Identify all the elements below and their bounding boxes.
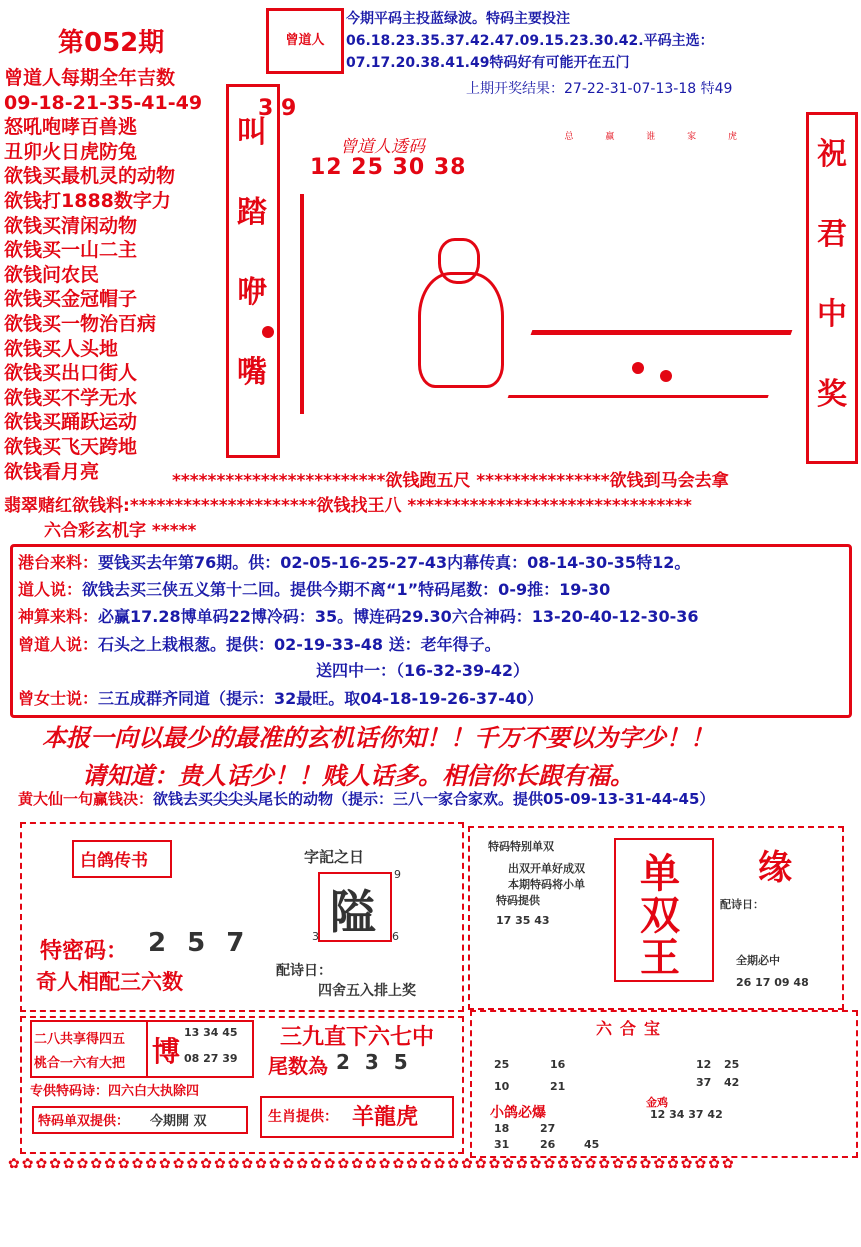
special-poem: 奇人相配三六数 xyxy=(36,970,183,994)
info-line xyxy=(18,577,610,600)
last-result: 上期开奖结果：27-22-31-07-13-18 特49 xyxy=(466,81,733,97)
big-char: 单 xyxy=(640,851,680,897)
d-num: 25 xyxy=(724,1058,740,1071)
banner-label: 翡翠赌红欲钱料: xyxy=(4,496,130,516)
star-fill: *************** xyxy=(470,471,610,491)
footer-stars: ✿✿✿✿✿✿✿✿✿✿✿✿✿✿✿✿✿✿✿✿✿✿✿✿✿✿✿✿✿✿✿✿✿✿✿✿✿✿✿✿✿✿✿✿✿✿✿✿✿✿✿✿✿ xyxy=(8,1156,736,1172)
slogan-line-1: 本报一向以最少的最准的玄机话你知！！千万不要以为字少！！ xyxy=(42,724,714,752)
riddle-line: 欲钱买清闲动物 xyxy=(4,214,138,237)
picture-title: 曾道人透码 xyxy=(340,137,425,157)
info-line xyxy=(18,632,501,655)
scroll-char: 踏 xyxy=(237,195,267,230)
sx-value: 羊龍虎 xyxy=(352,1105,419,1130)
riddle-line: 欲钱打1888数字力 xyxy=(4,189,171,212)
picture-corner-text: 3 9 xyxy=(258,96,297,121)
banner-mid: 欲钱跑五尺 xyxy=(385,471,471,491)
riddle-line: 欲钱买最机灵的动物 xyxy=(4,165,176,188)
riddle-line: 欲钱买飞天跨地 xyxy=(4,435,138,458)
info-line xyxy=(18,686,543,709)
riddle-line: 09-18-21-35-41-49 xyxy=(4,91,203,114)
right-nums: 26 17 09 48 xyxy=(736,976,809,989)
d-num: 27 xyxy=(540,1122,556,1135)
huang-label: 黄大仙一句赢钱决： xyxy=(18,790,154,808)
tail-line: 三九直下六七中 xyxy=(280,1025,435,1050)
info-value: 欲钱去买三侠五义第十二回。提供今期不离“1”特码尾数：0-9推：19-30 xyxy=(82,580,611,599)
info-value: 三五成群齐同道（提示：32最旺。取04-18-19-26-37-40） xyxy=(98,689,544,708)
huang-value: 欲钱去买尖尖头尾长的动物（提示：三八一家合家欢。提供05-09-13-31-44-45） xyxy=(153,790,715,808)
right-char: 缘 xyxy=(758,848,792,888)
special-code-label: 特密码： xyxy=(40,939,129,964)
scroll-char: 嘴 xyxy=(237,355,267,390)
dan-value: 今期開 双 xyxy=(150,1114,207,1129)
d-num: 31 xyxy=(494,1138,510,1151)
riddle-line: 欲钱看月亮 xyxy=(4,460,100,483)
corner-num: 6 xyxy=(392,930,399,943)
panel-b-line2: 本期特码将小单 xyxy=(508,878,585,891)
tail-nums: 2 3 5 xyxy=(336,1050,412,1074)
panel-b-nums: 17 35 43 xyxy=(496,914,550,927)
d-num: 45 xyxy=(584,1138,600,1151)
riddle-line: 丑卯火日虎防兔 xyxy=(4,140,138,163)
left-scroll xyxy=(226,84,280,458)
banner-line-3 xyxy=(44,516,196,541)
info-label: 神算来料： xyxy=(18,607,99,626)
sign: 赢 xyxy=(605,132,615,142)
d-num: 10 xyxy=(494,1080,510,1093)
figure-body xyxy=(418,272,504,388)
info-value: 要钱买去年第76期。供：02-05-16-25-27-43内幕传真：08-14-30-35特12。 xyxy=(98,553,691,572)
star-fill: ******************************** xyxy=(401,496,692,516)
decor-dot xyxy=(262,326,274,338)
left-riddle-list xyxy=(4,66,220,484)
panel-c-row: 二八共享得四五 xyxy=(34,1032,126,1047)
sign: 家 xyxy=(687,132,697,142)
banner-line-2 xyxy=(4,491,692,516)
riddle-line: 欲钱买踊跃运动 xyxy=(4,411,138,434)
big-char: 王 xyxy=(640,935,680,981)
banner-text: 六合彩玄机字 xyxy=(44,521,146,541)
scroll-char: 奖 xyxy=(817,377,847,412)
sign: 总 xyxy=(564,132,574,142)
d-num: 12 xyxy=(696,1058,712,1071)
riddle-line: 欲钱买一山二主 xyxy=(4,239,138,262)
panel-b-header: 特码特别单双 xyxy=(488,840,554,853)
star-fill: ********************* xyxy=(129,496,317,516)
sign: 虎 xyxy=(727,132,737,142)
slogan-line-2: 请知道：贵人话少！！贱人话多。相信你长跟有福。 xyxy=(82,762,634,790)
scroll-char: 咿 xyxy=(237,275,267,310)
info-line xyxy=(18,604,699,627)
info-value: 必赢17.28博单码22博冷码：35。博连码29.30六合神码：13-20-40-12-30-36 xyxy=(98,607,699,626)
banner-mid: 欲钱找王八 xyxy=(316,496,402,516)
special-code-numbers: 2 5 7 xyxy=(148,928,251,958)
corner-num: 9 xyxy=(394,868,401,881)
info-line xyxy=(18,550,690,573)
bo-nums: 13 34 45 xyxy=(184,1026,238,1039)
d-num: 42 xyxy=(724,1076,740,1089)
d-num: 26 xyxy=(540,1138,556,1151)
riddle-line: 曾道人每期全年吉数 xyxy=(4,67,176,89)
headline-text: 今期平码主投蓝绿波。特码主要投注06.18.23.35.37.42.47.09.15.23.30.42.平码主选：07.17.20.38.41.49特码好有可能开在五门 xyxy=(346,11,714,71)
panel-b-line1: 出双开单好成双 xyxy=(508,862,585,875)
d-num: 21 xyxy=(550,1080,566,1093)
right-title: 全期必中 xyxy=(736,954,780,967)
scroll-char: 中 xyxy=(817,297,847,332)
word-char: 隘 xyxy=(330,885,376,939)
panel-c-row: 专供特码诗：四六白大执除四 xyxy=(30,1084,200,1099)
riddle-line: 欲钱问农民 xyxy=(4,263,100,286)
panel-d-title: 六合宝 xyxy=(596,1019,669,1038)
bo-char: 博 xyxy=(152,1035,181,1068)
riddle-line: 怒吼咆哮百兽逃 xyxy=(4,116,138,139)
match-text: 四舍五入排上奖 xyxy=(318,983,416,999)
riddle-line: 欲钱买出口街人 xyxy=(4,362,138,385)
sign: 谁 xyxy=(646,132,656,142)
tail-label: 尾数為 xyxy=(268,1054,328,1078)
info-label: 道人说： xyxy=(18,580,83,599)
pigeon-title: 白鸽传书 xyxy=(80,851,148,871)
bo-nums: 08 27 39 xyxy=(184,1052,238,1065)
info-label: 曾女士说： xyxy=(18,689,99,708)
info-value: 石头之上栽根葱。提供：02-19-33-48 送：老年得子。 xyxy=(98,635,501,654)
banner-line-1 xyxy=(172,466,729,491)
star-fill: ************************ xyxy=(172,471,386,491)
riddle-line: 欲钱买不学无水 xyxy=(4,386,138,409)
corner-num: 3 xyxy=(312,930,319,943)
gold-nums: 12 34 37 42 xyxy=(650,1108,723,1121)
riddle-line: 欲钱买金冠帽子 xyxy=(4,288,138,311)
info-line xyxy=(316,658,529,681)
scroll-char: 叫 xyxy=(237,115,267,150)
riddle-line: 欲钱买一物治百病 xyxy=(4,312,157,335)
scroll-char: 祝 xyxy=(817,137,847,172)
info-label: 港台来料： xyxy=(18,553,99,572)
match-label: 配诗日： xyxy=(276,963,332,979)
issue-number: 第052期 xyxy=(58,28,165,58)
d-num: 18 xyxy=(494,1122,510,1135)
gold-label: 金鸡 xyxy=(646,1096,668,1109)
right-scroll xyxy=(806,112,858,464)
star-fill: ***** xyxy=(146,521,197,541)
dan-label: 特码单双提供： xyxy=(38,1114,130,1129)
huang-tip xyxy=(18,788,714,809)
logo-seal: 曾道人 xyxy=(266,8,344,74)
picture-numbers: 12 25 30 38 xyxy=(310,155,467,180)
riddle-line: 欲钱买人头地 xyxy=(4,337,119,360)
panel-c-row: 桃合一六有大把 xyxy=(34,1056,126,1071)
word-title: 字記之日 xyxy=(304,848,365,866)
scroll-char: 君 xyxy=(817,217,847,252)
d-label: 小鸽必爆 xyxy=(490,1105,546,1121)
d-num: 25 xyxy=(494,1058,510,1071)
right-label: 配诗日： xyxy=(720,898,764,911)
banner-right: 欲钱到马会去拿 xyxy=(609,471,729,491)
panel-b-provide: 特码提供 xyxy=(496,894,540,907)
big-char: 双 xyxy=(640,893,680,939)
decor-dot xyxy=(632,362,644,374)
decor-dot xyxy=(660,370,672,382)
sx-label: 生肖提供： xyxy=(268,1109,338,1125)
d-num: 37 xyxy=(696,1076,712,1089)
info-value: 送四中一：（16-32-39-42） xyxy=(316,661,529,680)
info-label: 曾道人说： xyxy=(18,635,99,654)
sign-strip xyxy=(550,132,800,176)
d-num: 16 xyxy=(550,1058,566,1071)
table-drawing xyxy=(508,330,793,398)
